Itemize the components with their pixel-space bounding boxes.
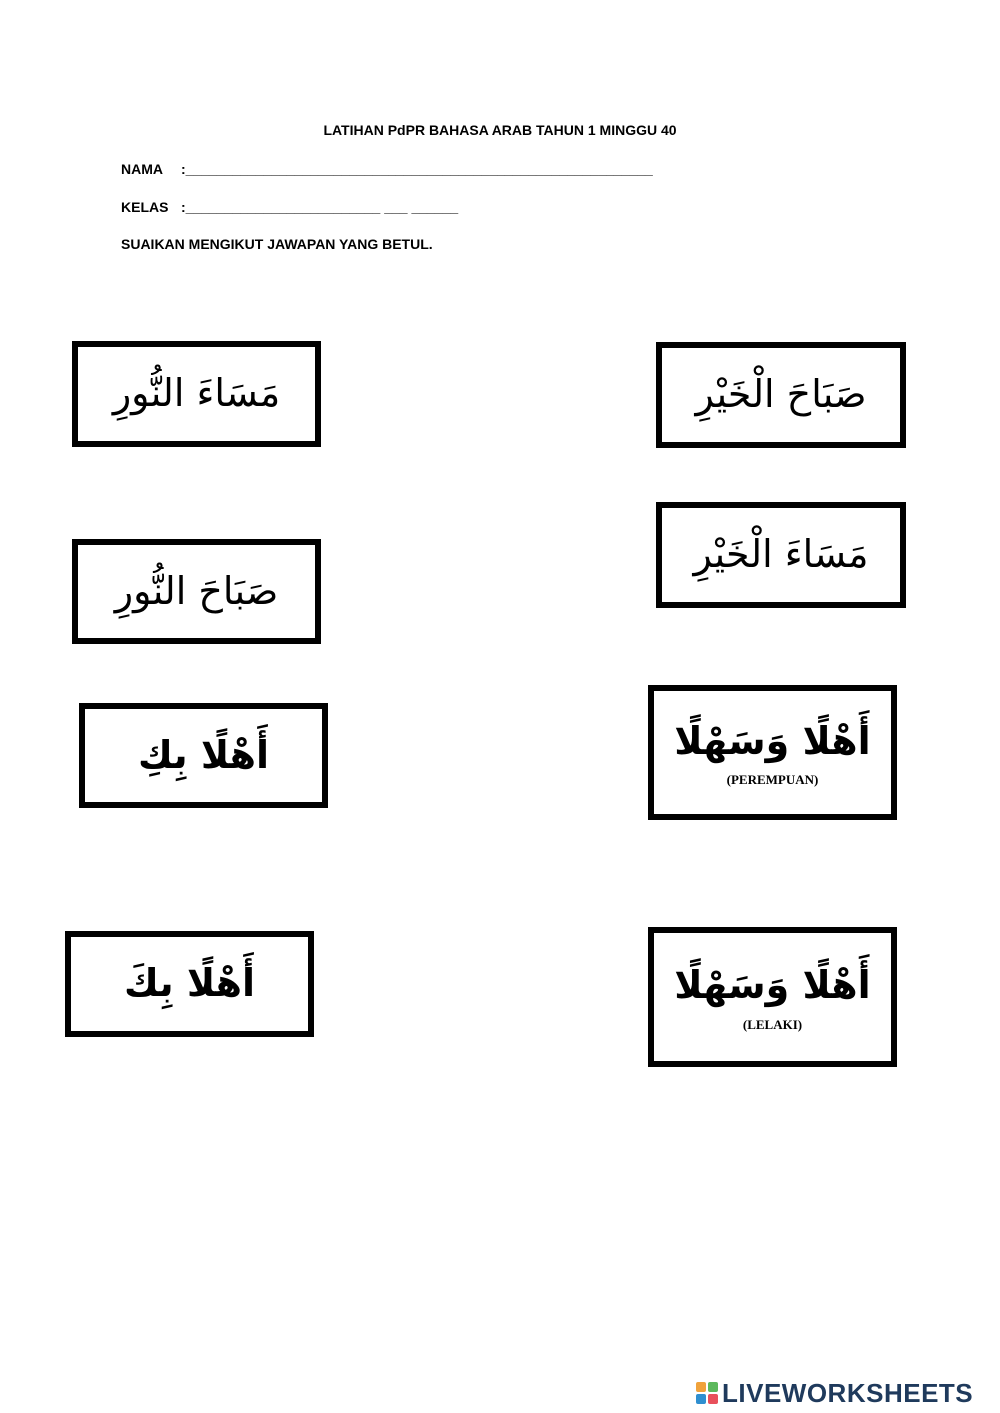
card-arabic-text: أَهْلًا وَسَهْلًا [674, 718, 871, 763]
card-arabic-text: أَهْلًا وَسَهْلًا [674, 963, 871, 1008]
match-card-left-4[interactable] [65, 931, 314, 1037]
liveworksheets-logo-icon [696, 1382, 718, 1404]
card-note-text: (PEREMPUAN) [726, 772, 819, 788]
card-arabic-text: أَهْلًا بِكَ [123, 961, 256, 1006]
card-arabic-text: صَبَاحَ النُّورِ [114, 568, 279, 613]
logo-square-4 [708, 1394, 718, 1404]
card-arabic-text: مَسَاءَ الْخَيْرِ [693, 532, 869, 577]
match-card-left-2[interactable] [72, 539, 321, 644]
nama-field [121, 161, 653, 177]
logo-text: LIVEWORKSHEETS [722, 1377, 974, 1408]
worksheet-title: LATIHAN PdPR BAHASA ARAB TAHUN 1 MINGGU 40 [323, 122, 677, 138]
logo-square-2 [708, 1382, 718, 1392]
card-arabic-text: أَهْلًا بِكِ [137, 732, 270, 777]
card-note-text: (LELAKI) [742, 1016, 803, 1032]
card-arabic-text: مَسَاءَ النُّورِ [112, 371, 281, 416]
instruction-text: SUAIKAN MENGIKUT JAWAPAN YANG BETUL. [121, 236, 433, 252]
kelas-answer-line[interactable]: :_________________________ ___ ______ [181, 199, 459, 215]
liveworksheets-logo[interactable] [696, 1376, 973, 1410]
logo-square-1 [696, 1382, 706, 1392]
match-card-left-1[interactable] [72, 341, 321, 447]
kelas-field [121, 199, 458, 215]
kelas-label: KELAS [121, 199, 169, 215]
match-card-right-4[interactable] [648, 927, 897, 1067]
match-card-right-3[interactable] [648, 685, 897, 820]
match-card-left-3[interactable] [79, 703, 328, 808]
nama-answer-line[interactable]: :____________________________________________________________ [181, 161, 653, 177]
match-card-right-2[interactable] [656, 502, 906, 608]
nama-label: NAMA [121, 161, 163, 177]
card-arabic-text: صَبَاحَ الْخَيْرِ [695, 372, 867, 417]
match-card-right-1[interactable] [656, 342, 906, 448]
logo-square-3 [696, 1394, 706, 1404]
